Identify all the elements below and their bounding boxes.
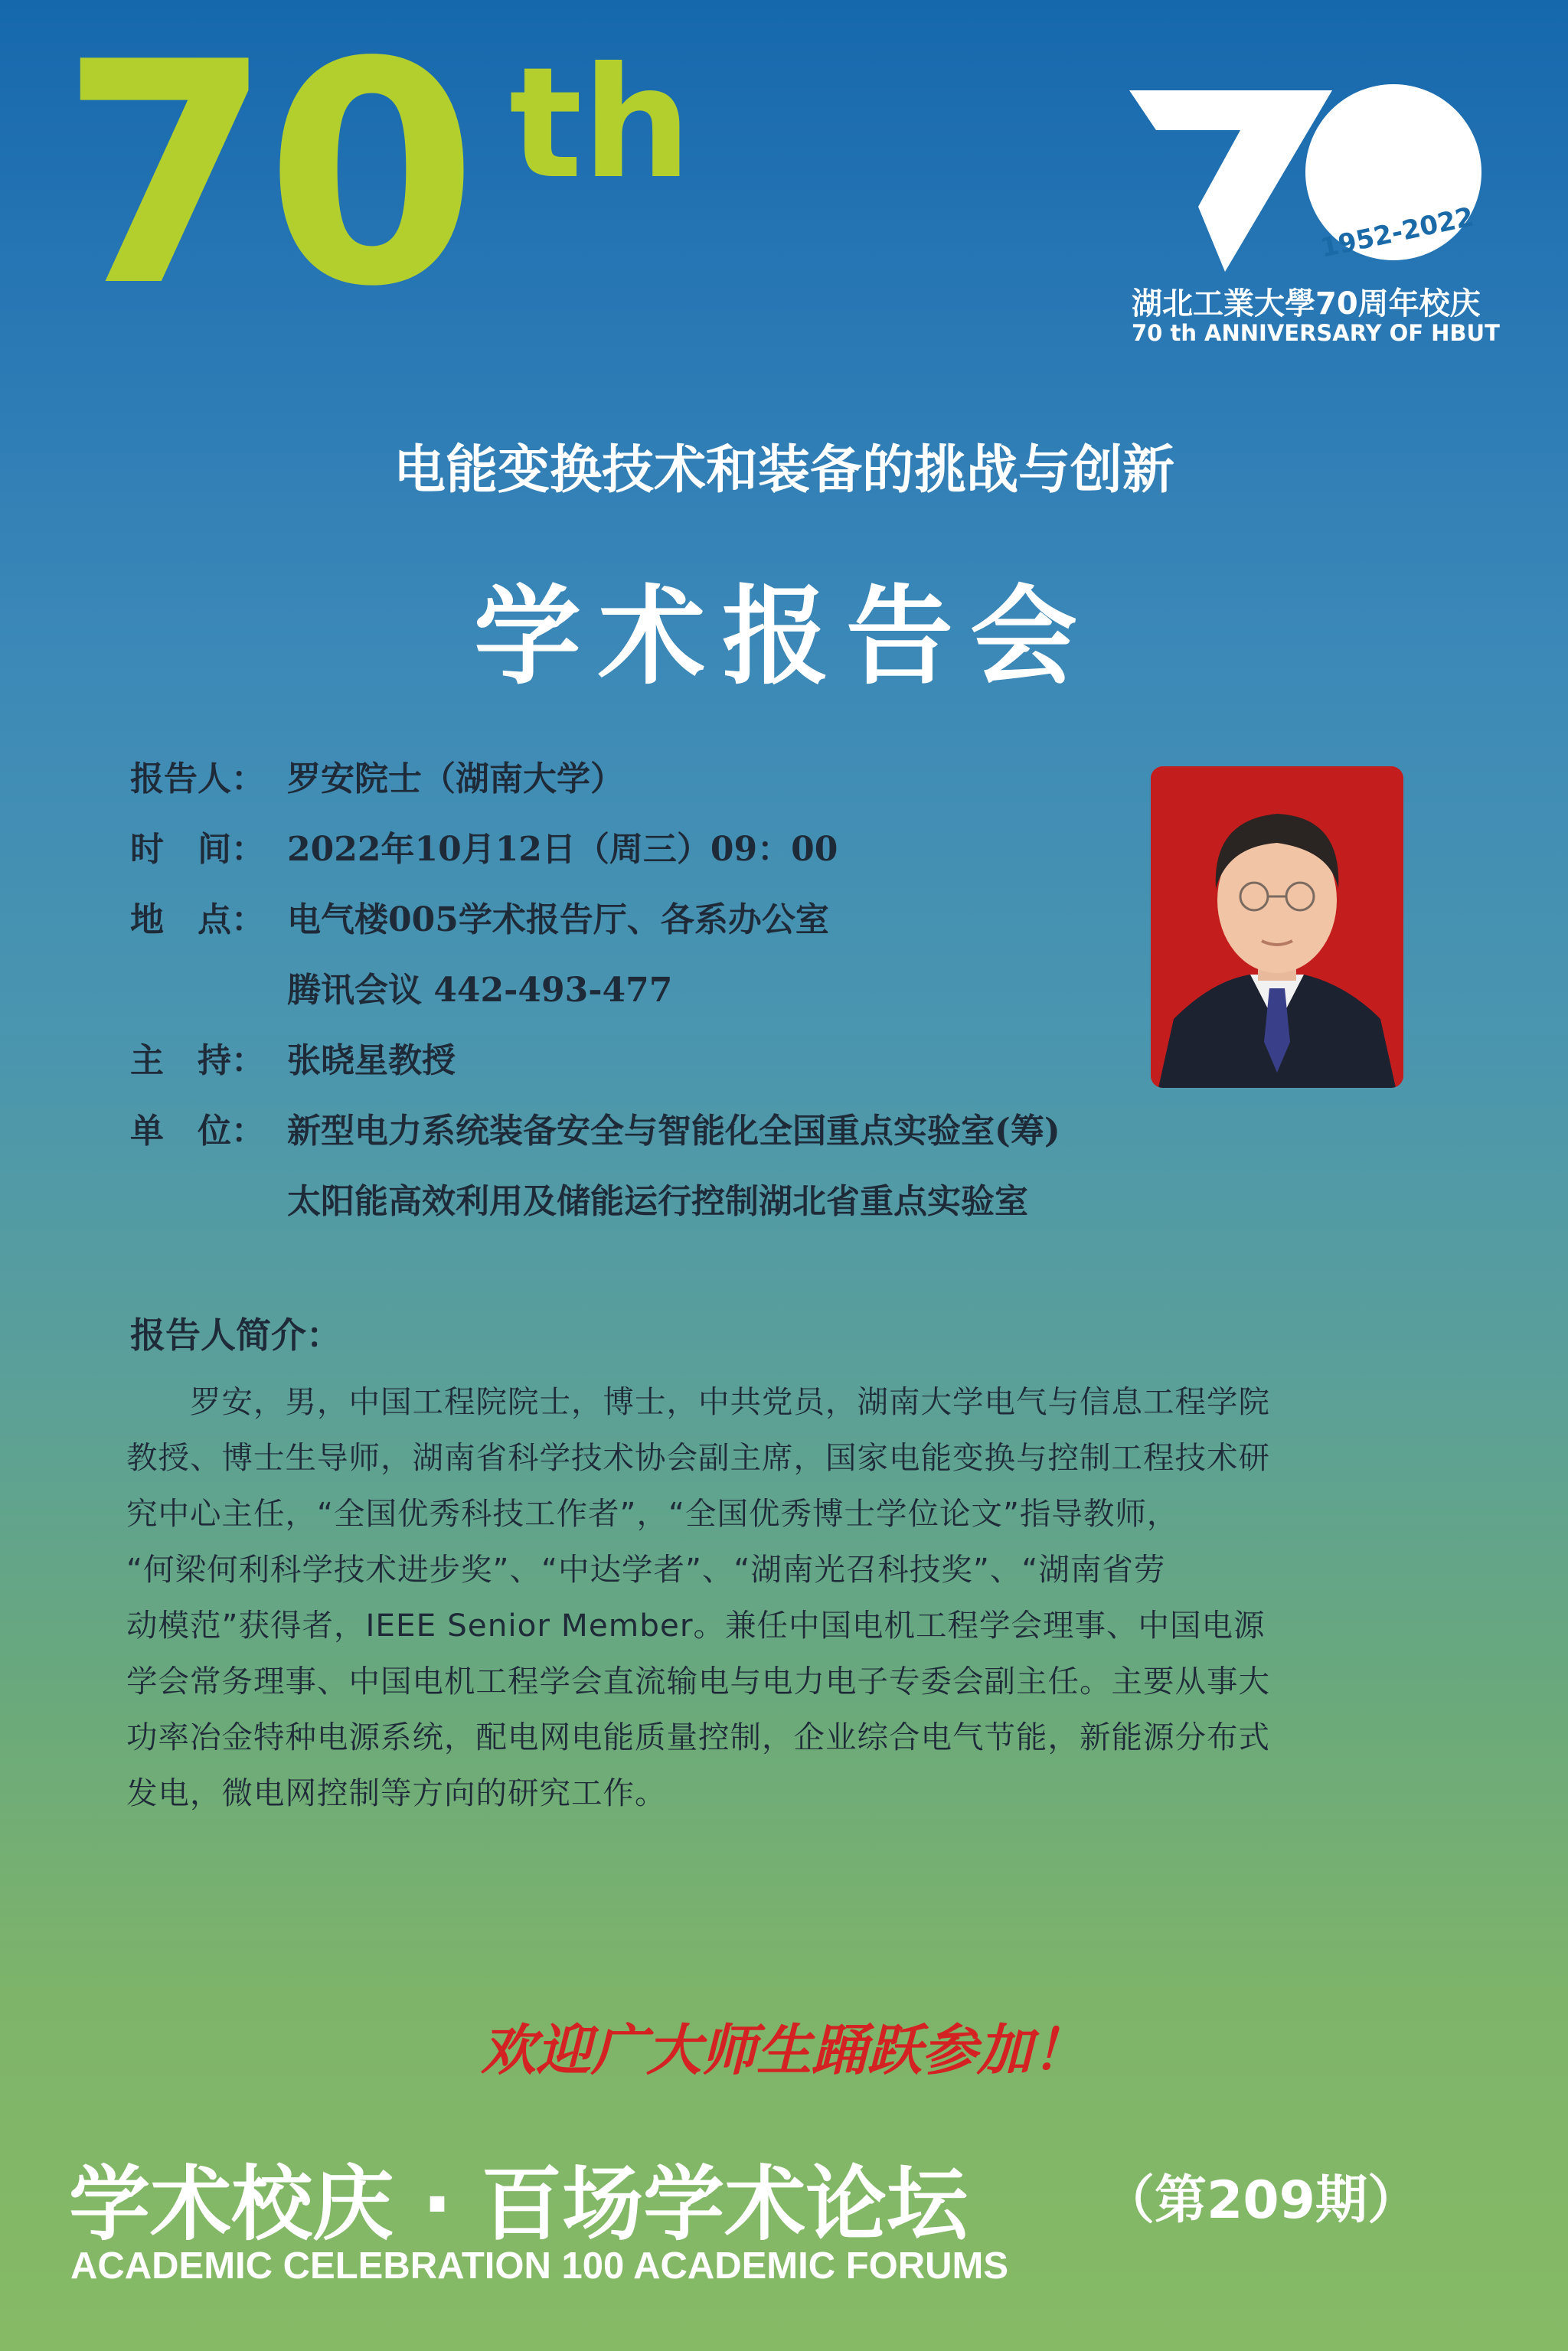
forum-title: 学术校庆 · 百场学术论坛: [69, 2157, 969, 2251]
bio-line: 教授、博士生导师，湖南省科学技术协会副主席，国家电能变换与控制工程技术研: [126, 1439, 1270, 1476]
bio-line: 功率冶金特种电源系统，配电网电能质量控制，企业综合电气节能，新能源分布式: [126, 1719, 1270, 1755]
info-row-unit-2: [130, 1180, 1028, 1223]
bio-line: 发电，微电网控制等方向的研究工作。: [126, 1775, 667, 1811]
bio-line: 动模范”获得者，IEEE Senior Member。兼任中国电机工程学会理事、中国电源: [126, 1607, 1266, 1644]
welcome-message: 欢迎广大师生踊跃参加！: [480, 2017, 1087, 2082]
info-row-unit: [130, 1110, 1060, 1153]
logo-seven-shape: [1129, 90, 1332, 272]
info-value: 腾讯会议 442-493-477: [287, 971, 673, 1010]
bio-line: 学会常务理事、中国电机工程学会直流输电与电力电子专委会副主任。主要从事大: [126, 1663, 1270, 1700]
info-row-speaker: [130, 758, 624, 801]
info-label: 报告人：: [130, 759, 265, 798]
bio-text: [126, 1374, 1451, 1821]
bio-line: 罗安，男，中国工程院院士，博士，中共党员，湖南大学电气与信息工程学院: [126, 1383, 1270, 1420]
info-value: 太阳能高效利用及储能运行控制湖北省重点实验室: [287, 1182, 1028, 1221]
report-subtitle: 电能变换技术和装备的挑战与创新: [393, 439, 1174, 501]
report-title: 学术报告会: [473, 575, 1094, 700]
info-row-host: [130, 1040, 456, 1082]
logo-cn-text: 湖北工業大學70周年校庆: [1132, 286, 1481, 322]
logo-en-text: 70 th ANNIVERSARY OF HBUT: [1132, 320, 1500, 346]
info-value: 罗安院士（湖南大学）: [287, 759, 624, 798]
info-label: 主 持：: [130, 1041, 265, 1080]
bio-heading: 报告人简介：: [130, 1314, 341, 1356]
logo-years: 1952-2022: [1318, 201, 1477, 264]
info-row-location: [130, 899, 829, 942]
info-label: 单 位：: [130, 1112, 265, 1151]
info-label: 时 间：: [130, 830, 265, 869]
forum-issue-number: （第209期）: [1102, 2170, 1419, 2231]
info-value: 新型电力系统装备安全与智能化全国重点实验室(筹): [287, 1112, 1060, 1151]
bio-line: “何梁何利科学技术进步奖”、“中达学者”、“湖南光召科技奖”、“湖南省劳: [126, 1551, 1166, 1588]
big-70-number: 70: [60, 0, 471, 354]
big-70-suffix: th: [509, 34, 691, 213]
info-value: 张晓星教授: [287, 1041, 456, 1080]
info-label: 地 点：: [130, 900, 265, 939]
info-row-meeting: [130, 969, 673, 1012]
info-value: 2022年10月12日（周三）09：00: [287, 830, 838, 869]
speaker-photo: [1151, 766, 1403, 1088]
info-row-time: [130, 828, 838, 871]
forum-english-title: ACADEMIC CELEBRATION 100 ACADEMIC FORUMS: [70, 2245, 1009, 2287]
speaker-portrait-illustration: [1151, 766, 1403, 1088]
info-value: 电气楼005学术报告厅、各系办公室: [287, 900, 829, 939]
bio-line: 究中心主任，“全国优秀科技工作者”，“全国优秀博士学位论文”指导教师，: [126, 1495, 1179, 1532]
